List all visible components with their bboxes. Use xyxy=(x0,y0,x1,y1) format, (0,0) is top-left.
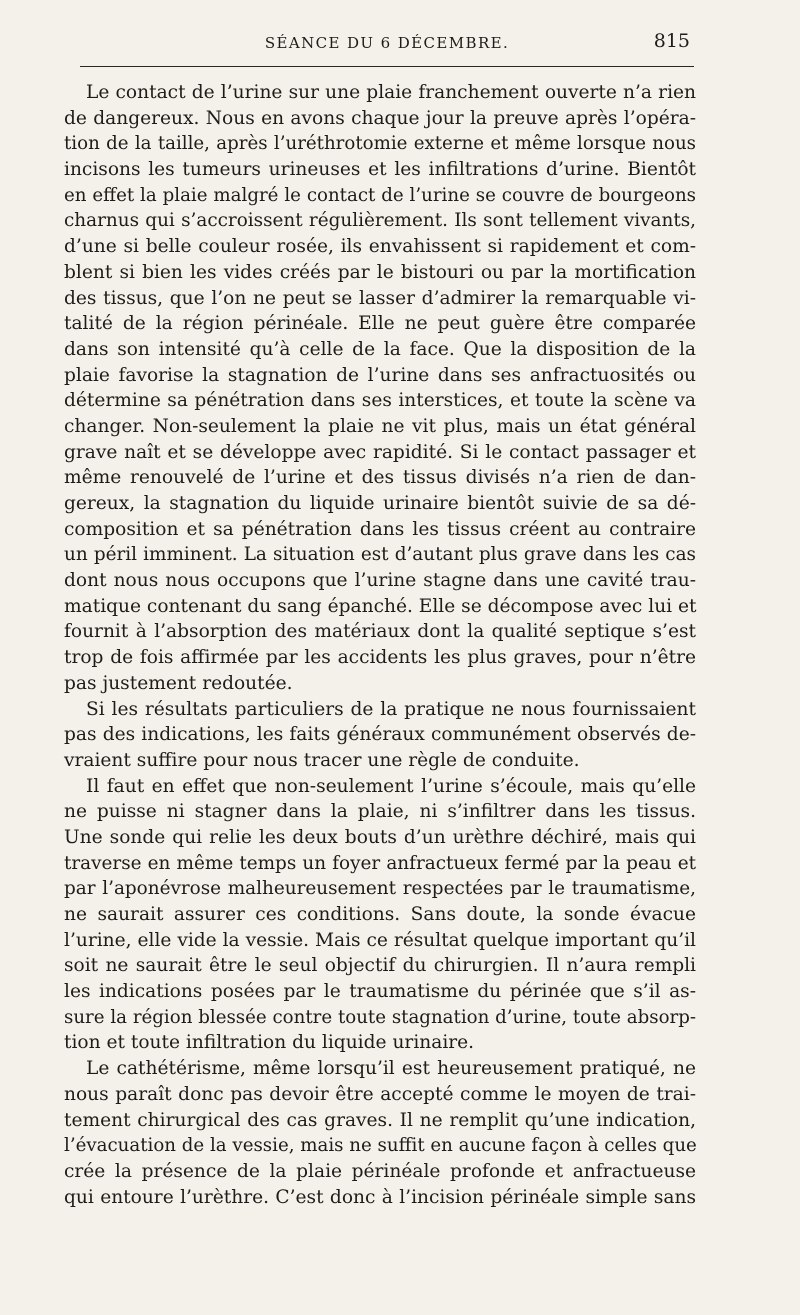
text-line: Si les résultats particuliers de la pratique ne nous fournissaient xyxy=(86,698,696,720)
text-line: charnus qui s’accroissent régulièrement. Ils sont tellement vivants, xyxy=(64,210,696,232)
text-line: blent si bien les vides créés par le bistouri ou par la mortification xyxy=(64,261,696,283)
page-number: 815 xyxy=(653,30,690,52)
header-rule xyxy=(80,66,694,67)
text-line: en effet la plaie malgré le contact de l’urine se couvre de bourgeons xyxy=(64,184,696,206)
text-line: de dangereux. Nous en avons chaque jour la preuve après l’opéra- xyxy=(64,107,696,129)
text-line: détermine sa pénétration dans ses interstices, et toute la scène va xyxy=(64,390,696,412)
text-line: ne saurait assurer ces conditions. Sans doute, la sonde évacue xyxy=(64,904,696,925)
text-line: nous paraît donc pas devoir être accepté comme le moyen de trai- xyxy=(64,1083,696,1105)
text-line: ne puisse ni stagner dans la plaie, ni s’infiltrer dans les tissus. xyxy=(64,801,696,823)
text-line: Le cathétérisme, même lorsqu’il est heureusement pratiqué, ne xyxy=(86,1058,696,1080)
text-line: changer. Non-seulement la plaie ne vit plus, mais un état général xyxy=(64,415,696,437)
text-line: trop de fois affirmée par les accidents les plus graves, pour n’être xyxy=(64,647,696,669)
text-line: tion de la taille, après l’uréthrotomie externe et même lorsque nous xyxy=(64,133,696,155)
text-line: pas des indications, les faits généraux communément observés de- xyxy=(64,724,696,746)
text-line: gereux, la stagnation du liquide urinaire bientôt suivie de sa dé- xyxy=(64,493,696,514)
text-line: traverse en même temps un foyer anfractueux fermé par la peau et xyxy=(64,852,696,874)
text-line: dont nous nous occupons que l’urine stagne dans une cavité trau- xyxy=(64,570,696,592)
page-header xyxy=(80,28,694,58)
text-line: pas justement redoutée. xyxy=(64,672,293,694)
running-head: SÉANCE DU 6 DÉCEMBRE. xyxy=(264,34,510,52)
text-line: même renouvelé de l’urine et des tissus divisés n’a rien de dan- xyxy=(64,467,696,489)
text-line: composition et sa pénétration dans les tissus créent au contraire xyxy=(64,518,696,540)
text-line: matique contenant du sang épanché. Elle se décompose avec lui et xyxy=(64,595,697,617)
text-line: tement chirurgical des cas graves. Il ne remplit qu’une indication, xyxy=(64,1109,696,1131)
text-line: les indications posées par le traumatisme du périnée que s’il as- xyxy=(64,981,696,1003)
text-line: Il faut en effet que non-seulement l’urine s’écoule, mais qu’elle xyxy=(86,775,696,797)
text-line: grave naît et se développe avec rapidité. Si le contact passager et xyxy=(64,441,696,463)
text-line: par l’aponévrose malheureusement respectées par le traumatisme, xyxy=(64,878,696,900)
text-line: fournit à l’absorption des matériaux dont la qualité septique s’est xyxy=(64,621,696,643)
text-line: incisons les tumeurs urineuses et les infiltrations d’urine. Bientôt xyxy=(64,159,696,181)
text-line: des tissus, que l’on ne peut se lasser d’admirer la remarquable vi- xyxy=(64,287,696,309)
text-line: Une sonde qui relie les deux bouts d’un urèthre déchiré, mais qui xyxy=(64,826,696,848)
text-line: l’évacuation de la vessie, mais ne suffit en aucune façon à celles que xyxy=(64,1135,697,1157)
text-line: crée la présence de la plaie périnéale profonde et anfractueuse xyxy=(64,1160,696,1182)
text-line: tion et toute infiltration du liquide urinaire. xyxy=(64,1032,475,1054)
text-line: dans son intensité qu’à celle de la face. Que la disposition de la xyxy=(64,338,696,360)
text-line: Le contact de l’urine sur une plaie franchement ouverte n’a rien xyxy=(86,82,696,103)
text-line: qui entoure l’urèthre. C’est donc à l’incision périnéale simple sans xyxy=(64,1186,696,1208)
text-line: d’une si belle couleur rosée, ils envahissent si rapidement et com- xyxy=(64,236,696,258)
body-text xyxy=(64,80,696,1210)
text-line: vraient suffire pour nous tracer une règle de conduite. xyxy=(64,749,580,771)
text-line: plaie favorise la stagnation de l’urine dans ses anfractuosités ou xyxy=(64,364,696,386)
text-line: sure la région blessée contre toute stagnation d’urine, toute absorp- xyxy=(64,1006,696,1028)
text-line: un péril imminent. La situation est d’autant plus grave dans les cas xyxy=(64,544,696,566)
text-line: l’urine, elle vide la vessie. Mais ce résultat quelque important qu’il xyxy=(64,929,696,951)
text-line: soit ne saurait être le seul objectif du chirurgien. Il n’aura rempli xyxy=(64,955,696,977)
text-line: talité de la région périnéale. Elle ne peut guère être comparée xyxy=(64,313,696,335)
